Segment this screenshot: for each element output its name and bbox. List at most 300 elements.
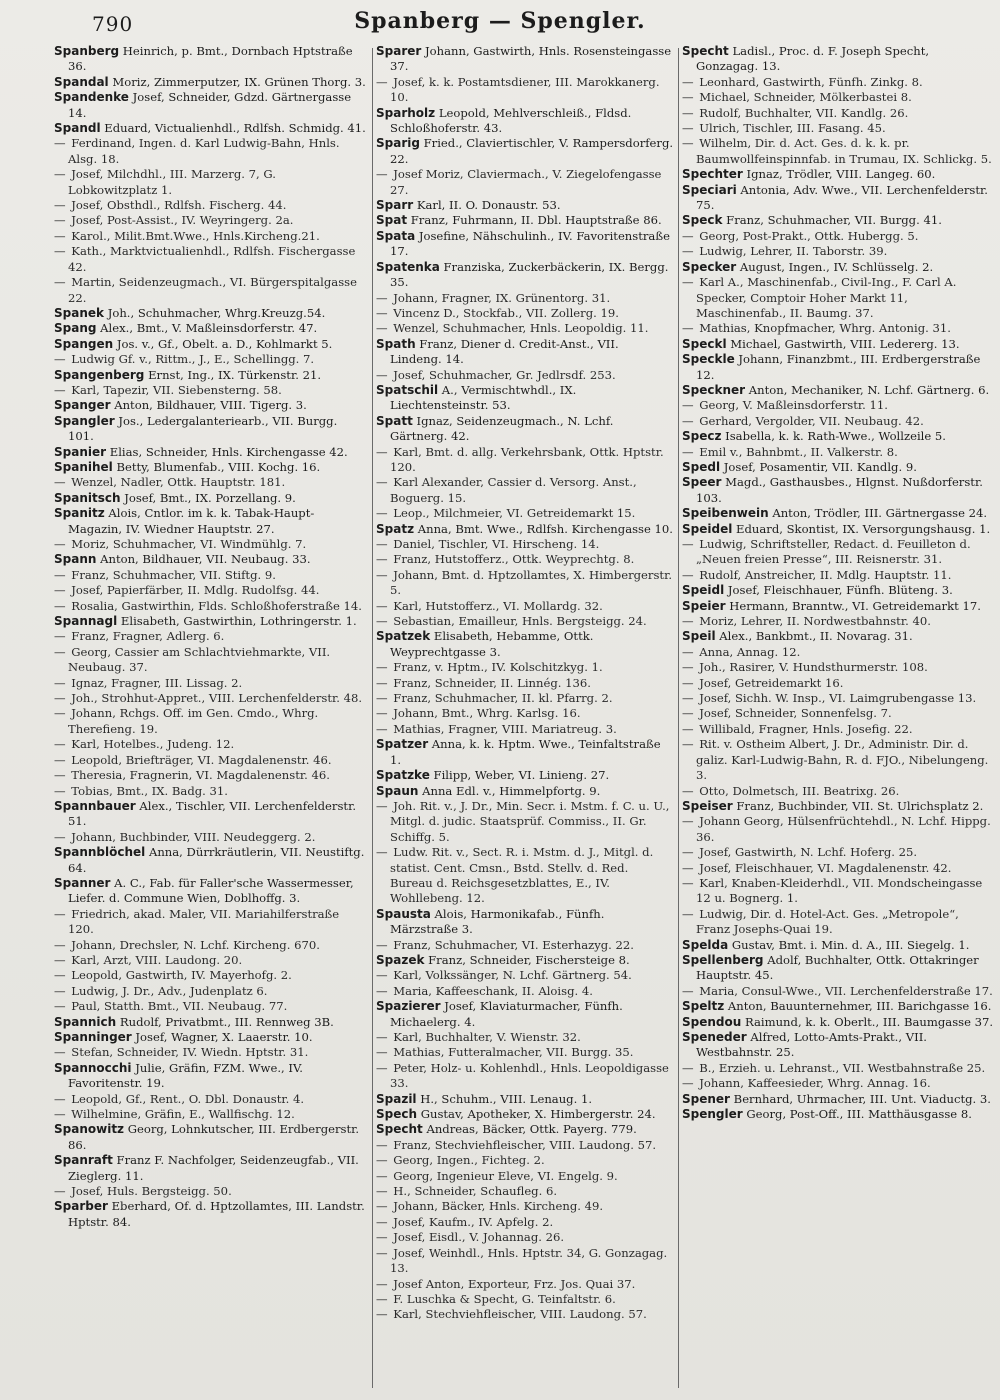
directory-entry <box>376 737 674 768</box>
directory-entry <box>376 321 674 336</box>
ditto-dash: — <box>54 1091 66 1106</box>
entry-details: Josef, Schuhmacher, Gr. Jedlrsdf. 253. <box>393 367 616 382</box>
entry-details: Alfred, Lotto-Amts-Prakt., VII. Westbahnstr. 25. <box>696 1030 927 1060</box>
entry-details: Raimund, k. k. Oberlt., III. Baumgasse 37. <box>744 1014 994 1029</box>
ditto-dash: — <box>54 952 66 967</box>
entry-details: Ignaz, Seidenzeugmach., N. Lchf. Gärtnerg. 42. <box>390 413 614 444</box>
ditto-dash: — <box>682 875 694 890</box>
directory-entry <box>682 938 994 953</box>
directory-entry <box>682 953 994 984</box>
entry-details: Wilhelm, Dir. d. Act. Ges. d. k. k. pr. Baumwollfeinspinnfab. in Trumau, IX. Schlickg. 5. <box>696 136 992 166</box>
ditto-dash: — <box>54 691 66 706</box>
ditto-dash: — <box>54 567 66 582</box>
entry-details: Alex., Bankbmt., II. Novarag. 31. <box>719 629 913 644</box>
entry-details: Franz F. Nachfolger, Seidenzeugfab., VII. Zieglerg. 11. <box>68 1153 359 1183</box>
entry-details: Johann, Kaffeesieder, Whrg. Annag. 16. <box>699 1076 931 1091</box>
entry-details: Isabella, k. k. Rath-Wwe., Wollzeile 5. <box>725 429 946 444</box>
directory-entry <box>54 321 366 336</box>
directory-entry <box>682 352 994 383</box>
entry-details: Ulrich, Tischler, III. Fasang. 45. <box>699 121 886 136</box>
directory-entry <box>682 1030 994 1061</box>
entry-details: Leop., Milchmeier, VI. Getreidemarkt 15. <box>393 506 636 521</box>
entry-surname: Speidl <box>682 583 725 598</box>
directory-entry <box>376 629 674 660</box>
ditto-dash: — <box>376 74 388 89</box>
entry-details: Moriz, Zimmerputzer, IX. Grünen Thorg. 3. <box>112 74 366 89</box>
ditto-dash: — <box>376 321 388 336</box>
ditto-dash: — <box>682 444 694 459</box>
entry-surname: Spann <box>54 552 97 567</box>
entry-surname: Spanowitz <box>54 1122 125 1137</box>
directory-entry <box>682 1061 994 1076</box>
directory-entry <box>682 337 994 352</box>
directory-entry <box>682 522 994 537</box>
entry-surname: Spatenka <box>376 259 440 274</box>
ditto-dash: — <box>54 1045 66 1060</box>
entry-details: Hermann, Branntw., VI. Getreidemarkt 17. <box>729 598 981 613</box>
entry-details: Leopold, Mehlverschleiß., Fldsd. Schloßhoferstr. 43. <box>390 105 632 136</box>
entry-surname: Speibenwein <box>682 506 769 521</box>
entry-details: Franz, Schuhmacher, VI. Esterhazyg. 22. <box>393 937 634 952</box>
entry-details: Karl, Bmt. d. allg. Verkehrsbank, Ottk. Hptstr. 120. <box>390 444 664 474</box>
directory-entry <box>376 198 674 213</box>
entry-surname: Spengler <box>682 1107 743 1122</box>
column-2 <box>376 44 674 1396</box>
entry-details: Rudolf, Buchhalter, VII. Kandlg. 26. <box>699 105 909 120</box>
entry-details: Ladisl., Proc. d. F. Joseph Specht, Gonzagag. 13. <box>696 44 930 74</box>
directory-entry <box>376 291 674 306</box>
directory-entry <box>682 568 994 583</box>
entry-surname: Sparber <box>54 1199 108 1214</box>
column-1 <box>54 44 366 1396</box>
ditto-dash: — <box>376 1199 388 1214</box>
entry-details: Emil v., Bahnbmt., II. Valkerstr. 8. <box>699 444 898 459</box>
entry-surname: Spedl <box>682 459 721 474</box>
entry-details: Fried., Claviertischler, V. Rampersdorferg. 22. <box>390 136 674 166</box>
directory-entry <box>682 784 994 799</box>
entry-details: Karl, Hutstofferz., VI. Mollardg. 32. <box>393 598 603 613</box>
ditto-dash: — <box>682 983 694 998</box>
directory-entry <box>376 984 674 999</box>
entry-details: Franz, Schneider, Fischersteige 8. <box>428 952 630 967</box>
directory-entry <box>682 460 994 475</box>
entry-details: Jos. v., Gf., Obelt. a. D., Kohlmarkt 5. <box>116 336 333 351</box>
entry-surname: Spandal <box>54 74 109 89</box>
entry-surname: Spat <box>376 213 408 228</box>
entry-surname: Spanraft <box>54 1153 113 1168</box>
entry-details: Josef, Fleischhauer, Fünfh. Blüteng. 3. <box>727 583 953 598</box>
ditto-dash: — <box>54 829 66 844</box>
directory-entry <box>682 445 994 460</box>
ditto-dash: — <box>376 706 388 721</box>
directory-entry <box>54 845 366 876</box>
directory-entry <box>682 167 994 182</box>
entry-details: Rit. v. Ostheim Albert, J. Dr., Administr. Dir. d. galiz. Karl-Ludwig-Bahn, R. d. FJO., Nibelungeng. 3. <box>696 737 989 783</box>
entry-surname: Speckner <box>682 382 746 397</box>
directory-entry <box>376 136 674 167</box>
entry-details: Mathias, Fragner, VIII. Mariatreug. 3. <box>393 721 617 736</box>
entry-surname: Spannbauer <box>54 798 136 813</box>
entry-surname: Spanner <box>54 875 111 890</box>
entry-details: Josef, Wagner, X. Laaerstr. 10. <box>135 1030 313 1044</box>
directory-entry <box>54 167 366 198</box>
directory-entry <box>682 861 994 876</box>
ditto-dash: — <box>682 74 694 89</box>
entry-details: Josef, Schneider, Gdzd. Gärtnergasse 14. <box>68 90 352 120</box>
entry-details: Joh., Rasirer, V. Hundsthurmerstr. 108. <box>699 660 928 675</box>
entry-details: Leopold, Gastwirth, IV. Mayerhofg. 2. <box>71 968 292 983</box>
directory-entry <box>376 1107 674 1122</box>
directory-entry <box>376 260 674 291</box>
directory-entry <box>54 599 366 614</box>
entry-surname: Spanger <box>54 398 111 413</box>
entry-details: Theresia, Fragnerin, VI. Magdalenenstr. 46. <box>71 768 330 783</box>
ditto-dash: — <box>682 244 694 259</box>
ditto-dash: — <box>376 798 388 813</box>
entry-details: Karl, Stechviehfleischer, VIII. Laudong. 57. <box>393 1307 647 1322</box>
ditto-dash: — <box>54 228 66 243</box>
entry-surname: Spellenberg <box>682 952 764 967</box>
entry-details: Georg, Ingenieur Eleve, VI. Engelg. 9. <box>393 1168 618 1183</box>
directory-entry <box>376 537 674 552</box>
entry-details: Josef, k. k. Postamtsdiener, III. Marokkanerg. 10. <box>390 74 660 105</box>
directory-entry <box>54 706 366 737</box>
ditto-dash: — <box>376 475 388 490</box>
entry-details: Karl Alexander, Cassier d. Versorg. Anst., Boguerg. 15. <box>390 475 637 505</box>
directory-entry <box>54 830 366 845</box>
directory-entry <box>376 953 674 968</box>
running-head: Spanberg — Spengler. <box>354 8 646 34</box>
directory-entry <box>376 229 674 260</box>
directory-entry <box>54 121 366 136</box>
entry-details: Stefan, Schneider, IV. Wiedn. Hptstr. 31. <box>71 1045 309 1060</box>
columns-area <box>54 44 994 1396</box>
entry-surname: Spath <box>376 336 416 351</box>
entry-details: Josefine, Nähschulinh., IV. Favoritenstraße 17. <box>390 228 670 259</box>
entry-details: Josef, Schneider, Sonnenfelsg. 7. <box>699 706 892 721</box>
entry-details: Ludwig, Lehrer, II. Taborstr. 39. <box>699 244 888 259</box>
entry-details: Maria, Kaffeeschank, II. Aloisg. 4. <box>393 983 593 998</box>
directory-entry <box>682 213 994 228</box>
entry-surname: Spangen <box>54 336 114 351</box>
directory-entry <box>54 1184 366 1199</box>
entry-details: Michael, Gastwirth, VIII. Ledererg. 13. <box>730 336 960 351</box>
ditto-dash: — <box>376 660 388 675</box>
directory-entry <box>54 1153 366 1184</box>
ditto-dash: — <box>682 814 694 829</box>
entry-surname: Spaun <box>376 783 419 798</box>
entry-details: Josef Anton, Exporteur, Frz. Jos. Quai 37. <box>393 1276 636 1291</box>
entry-surname: Spatt <box>376 413 413 428</box>
entry-details: Georg, Ingen., Fichteg. 2. <box>393 1153 545 1168</box>
entry-details: Anna Edl. v., Himmelpfortg. 9. <box>422 783 601 798</box>
directory-entry <box>682 722 994 737</box>
ditto-dash: — <box>54 706 66 721</box>
entry-details: Ludwig, Dir. d. Hotel-Act. Ges. „Metropole“, Franz Josephs-Quai 19. <box>696 906 959 937</box>
ditto-dash: — <box>376 675 388 690</box>
entry-surname: Spazil <box>376 1091 417 1106</box>
directory-entry <box>54 552 366 567</box>
ditto-dash: — <box>682 721 694 736</box>
entry-surname: Speil <box>682 629 716 644</box>
directory-entry <box>54 999 366 1014</box>
directory-entry <box>376 1138 674 1153</box>
directory-entry <box>376 722 674 737</box>
entry-details: Josef, Eisdl., V. Johannag. 26. <box>393 1230 565 1245</box>
entry-details: Wenzel, Schuhmacher, Hnls. Leopoldig. 11. <box>393 321 649 336</box>
entry-details: Anna, k. k. Hptm. Wwe., Teinfaltstraße 1. <box>390 737 661 767</box>
directory-entry <box>54 506 366 537</box>
ditto-dash: — <box>682 860 694 875</box>
entry-details: Franz, v. Hptm., IV. Kolschitzkyg. 1. <box>393 660 603 675</box>
entry-details: Georg, Post-Prakt., Ottk. Hubergg. 5. <box>699 228 919 243</box>
entry-details: Ludwig Gf. v., Rittm., J., E., Schellingg. 7. <box>71 352 315 367</box>
directory-entry <box>54 275 366 306</box>
directory-entry <box>682 799 994 814</box>
directory-entry <box>54 213 366 228</box>
entry-surname: Speier <box>682 598 726 613</box>
ditto-dash: — <box>54 737 66 752</box>
directory-entry <box>54 44 366 75</box>
ditto-dash: — <box>54 167 66 182</box>
entry-details: Joh., Strohhut-Appret., VIII. Lerchenfelderstr. 48. <box>71 691 363 706</box>
ditto-dash: — <box>54 629 66 644</box>
entry-details: Leopold, Briefträger, VI. Magdalenenstr. 46. <box>71 752 332 767</box>
entry-details: Bernhard, Uhrmacher, III. Unt. Viaductg. 3. <box>733 1091 991 1106</box>
entry-details: Josef, Posamentir, VII. Kandlg. 9. <box>723 459 917 474</box>
directory-entry <box>54 1015 366 1030</box>
entry-surname: Spangler <box>54 413 115 428</box>
entry-details: H., Schuhm., VIII. Lenaug. 1. <box>420 1091 593 1106</box>
directory-entry <box>376 506 674 521</box>
entry-details: Eduard, Skontist, IX. Versorgungshausg. 1. <box>736 521 991 536</box>
directory-entry <box>54 953 366 968</box>
ditto-dash: — <box>376 1168 388 1183</box>
entry-surname: Spechter <box>682 167 743 182</box>
directory-entry <box>376 1292 674 1307</box>
entry-surname: Spata <box>376 228 416 243</box>
entry-surname: Speckle <box>682 352 735 367</box>
entry-details: Rudolf, Anstreicher, II. Mdlg. Hauptstr. 11. <box>699 567 952 582</box>
directory-entry <box>376 1122 674 1137</box>
entry-details: Elias, Schneider, Hnls. Kirchengasse 42. <box>109 444 348 459</box>
entry-details: Otto, Dolmetsch, III. Beatrixg. 26. <box>699 783 900 798</box>
entry-details: Wilhelmine, Gräfin, E., Wallfischg. 12. <box>71 1107 295 1122</box>
entry-details: H., Schneider, Schaufleg. 6. <box>393 1184 558 1199</box>
ditto-dash: — <box>54 644 66 659</box>
directory-entry <box>376 1246 674 1277</box>
directory-entry <box>54 645 366 676</box>
directory-entry <box>54 537 366 552</box>
entry-surname: Spanier <box>54 444 107 459</box>
directory-entry <box>54 938 366 953</box>
directory-entry <box>54 414 366 445</box>
entry-details: Magd., Gasthausbes., Hlgnst. Nußdorferstr. 103. <box>696 475 983 505</box>
entry-details: Michael, Schneider, Mölkerbastei 8. <box>699 90 912 105</box>
entry-details: Eduard, Victualienhdl., Rdlfsh. Schmidg. 41. <box>104 121 366 136</box>
column-rule <box>372 48 373 1388</box>
entry-details: Anna, Annag. 12. <box>699 644 801 659</box>
entry-details: Johann, Finanzbmt., III. Erdbergerstraße 12. <box>696 352 981 382</box>
entry-details: F. Luschka & Specht, G. Teinfaltstr. 6. <box>393 1291 616 1306</box>
directory-entry <box>376 999 674 1030</box>
ditto-dash: — <box>54 983 66 998</box>
entry-surname: Spannich <box>54 1014 117 1029</box>
directory-entry <box>54 337 366 352</box>
entry-details: Jos., Ledergalanteriearb., VII. Burgg. 101. <box>68 413 338 444</box>
directory-entry <box>54 368 366 383</box>
ditto-dash: — <box>54 275 66 290</box>
directory-entry <box>682 183 994 214</box>
ditto-dash: — <box>376 598 388 613</box>
entry-details: Antonia, Adv. Wwe., VII. Lerchenfelderstr. 75. <box>696 182 988 213</box>
entry-surname: Spandl <box>54 121 101 136</box>
ditto-dash: — <box>54 906 66 921</box>
ditto-dash: — <box>54 752 66 767</box>
entry-details: Josef, Kaufm., IV. Apfelg. 2. <box>393 1214 554 1229</box>
directory-entry <box>54 737 366 752</box>
column-rule <box>678 48 679 1388</box>
ditto-dash: — <box>54 968 66 983</box>
directory-entry <box>54 475 366 490</box>
ditto-dash: — <box>682 398 694 413</box>
directory-entry <box>54 90 366 121</box>
entry-details: Vincenz D., Stockfab., VII. Zollerg. 19. <box>393 305 619 320</box>
directory-entry <box>54 768 366 783</box>
ditto-dash: — <box>682 90 694 105</box>
entry-details: Martin, Seidenzeugmach., VI. Bürgerspitalgasse 22. <box>68 275 357 305</box>
directory-entry <box>54 568 366 583</box>
ditto-dash: — <box>682 105 694 120</box>
directory-entry <box>376 1215 674 1230</box>
entry-details: Franz, Fragner, Adlerg. 6. <box>71 629 225 644</box>
directory-entry <box>376 1030 674 1045</box>
entry-details: Josef, Sichh. W. Insp., VI. Laimgrubengasse 13. <box>699 691 977 706</box>
entry-surname: Sparig <box>376 136 420 151</box>
directory-entry <box>682 475 994 506</box>
directory-entry <box>682 429 994 444</box>
ditto-dash: — <box>54 999 66 1014</box>
entry-details: Rosalia, Gastwirthin, Flds. Schloßhoferstraße 14. <box>71 598 362 613</box>
entry-details: Alex., Tischler, VII. Lerchenfelderstr. 51. <box>68 798 357 829</box>
directory-entry <box>54 691 366 706</box>
entry-details: Franz, Schuhmacher, VII. Stiftg. 9. <box>71 567 276 582</box>
column-3 <box>682 44 994 1396</box>
entry-surname: Spazek <box>376 952 425 967</box>
directory-entry <box>682 106 994 121</box>
ditto-dash: — <box>376 305 388 320</box>
entry-details: Josef, Fleischhauer, VI. Magdalenenstr. 42. <box>699 860 952 875</box>
ditto-dash: — <box>376 1153 388 1168</box>
entry-surname: Spatzke <box>376 768 430 783</box>
directory-entry <box>682 1092 994 1107</box>
directory-entry <box>376 1045 674 1060</box>
entry-details: August, Ingen., IV. Schlüsselg. 2. <box>739 259 934 274</box>
entry-details: Ludwig, J. Dr., Adv., Judenplatz 6. <box>71 983 268 998</box>
ditto-dash: — <box>376 1291 388 1306</box>
entry-details: Franz, Schneider, II. Linnég. 136. <box>393 675 591 690</box>
entry-surname: Speiser <box>682 798 733 813</box>
entry-details: Josef, Huls. Bergsteigg. 50. <box>71 1184 232 1199</box>
entry-details: Karl A., Maschinenfab., Civil-Ing., F. Carl A. Specker, Comptoir Hoher Markt 11, Maschinenfab., II. Baumg. 37. <box>696 275 957 320</box>
directory-entry <box>54 75 366 90</box>
ditto-dash: — <box>682 537 694 551</box>
ditto-dash: — <box>682 567 694 582</box>
entry-details: Franz, Stechviehfleischer, VIII. Laudong. 57. <box>393 1137 657 1152</box>
entry-details: Josef Moriz, Claviermach., V. Ziegelofengasse 27. <box>390 167 662 197</box>
ditto-dash: — <box>376 691 388 706</box>
ditto-dash: — <box>376 1137 388 1152</box>
entry-surname: Speidel <box>682 521 733 536</box>
entry-details: Josef, Post-Assist., IV. Weyringerg. 2a. <box>71 213 294 228</box>
entry-details: Georg, Post-Off., III. Matthäusgasse 8. <box>746 1107 972 1122</box>
entry-details: Ignaz, Trödler, VIII. Langeg. 60. <box>746 167 936 182</box>
ditto-dash: — <box>376 1214 388 1229</box>
entry-details: Josef, Obsthdl., Rdlfsh. Fischerg. 44. <box>71 198 287 213</box>
directory-entry <box>54 984 366 999</box>
directory-entry <box>682 275 994 321</box>
directory-entry <box>376 706 674 721</box>
entry-surname: Spazierer <box>376 999 441 1014</box>
ditto-dash: — <box>376 167 388 182</box>
directory-entry <box>682 814 994 845</box>
entry-details: Franz, Schuhmacher, II. kl. Pfarrg. 2. <box>393 691 613 706</box>
entry-details: Anton, Bauunternehmer, III. Barichgasse 16. <box>727 999 992 1014</box>
directory-entry <box>54 1107 366 1122</box>
directory-entry <box>54 676 366 691</box>
entry-details: Georg, V. Maßleinsdorferstr. 11. <box>699 398 888 413</box>
directory-entry <box>54 460 366 475</box>
entry-details: Karl, Arzt, VIII. Laudong. 20. <box>71 952 243 967</box>
directory-entry <box>376 337 674 368</box>
ditto-dash: — <box>682 783 694 798</box>
entry-details: Leopold, Gf., Rent., O. Dbl. Donaustr. 4. <box>71 1091 305 1106</box>
entry-surname: Spener <box>682 1091 730 1106</box>
ditto-dash: — <box>54 937 66 952</box>
ditto-dash: — <box>54 244 66 259</box>
directory-entry <box>54 383 366 398</box>
directory-entry <box>682 244 994 259</box>
directory-entry <box>682 1015 994 1030</box>
directory-entry <box>682 691 994 706</box>
directory-entry <box>54 876 366 907</box>
entry-surname: Spanek <box>54 305 104 320</box>
entry-details: Tobias, Bmt., IX. Badg. 31. <box>71 783 228 798</box>
entry-details: Ernst, Ing., IX. Türkenstr. 21. <box>148 367 322 382</box>
entry-details: Alex., Bmt., V. Maßleinsdorferstr. 47. <box>100 321 318 336</box>
entry-surname: Spanninger <box>54 1030 132 1044</box>
entry-details: Georg, Lohnkutscher, III. Erdbergerstr. 86. <box>68 1122 360 1152</box>
entry-details: Franziska, Zuckerbäckerin, IX. Bergg. 35. <box>390 259 669 290</box>
directory-entry <box>682 321 994 336</box>
ditto-dash: — <box>682 1076 694 1091</box>
directory-entry <box>376 968 674 983</box>
entry-surname: Spannocchi <box>54 1060 132 1075</box>
directory-entry <box>376 106 674 137</box>
directory-entry <box>376 799 674 845</box>
entry-details: Johann, Drechsler, N. Lchf. Kircheng. 670. <box>71 937 320 952</box>
directory-entry <box>682 737 994 783</box>
entry-details: Josef, Milchdhl., III. Marzerg. 7, G. Lobkowitzplatz 1. <box>68 167 276 197</box>
directory-entry <box>54 136 366 167</box>
directory-entry <box>54 614 366 629</box>
ditto-dash: — <box>376 1030 388 1044</box>
directory-entry <box>376 368 674 383</box>
entry-details: Karl, II. O. Donaustr. 53. <box>416 198 561 213</box>
entry-details: Karl, Tapezir, VII. Siebensterng. 58. <box>71 382 282 397</box>
ditto-dash: — <box>54 598 66 613</box>
directory-entry <box>376 1199 674 1214</box>
